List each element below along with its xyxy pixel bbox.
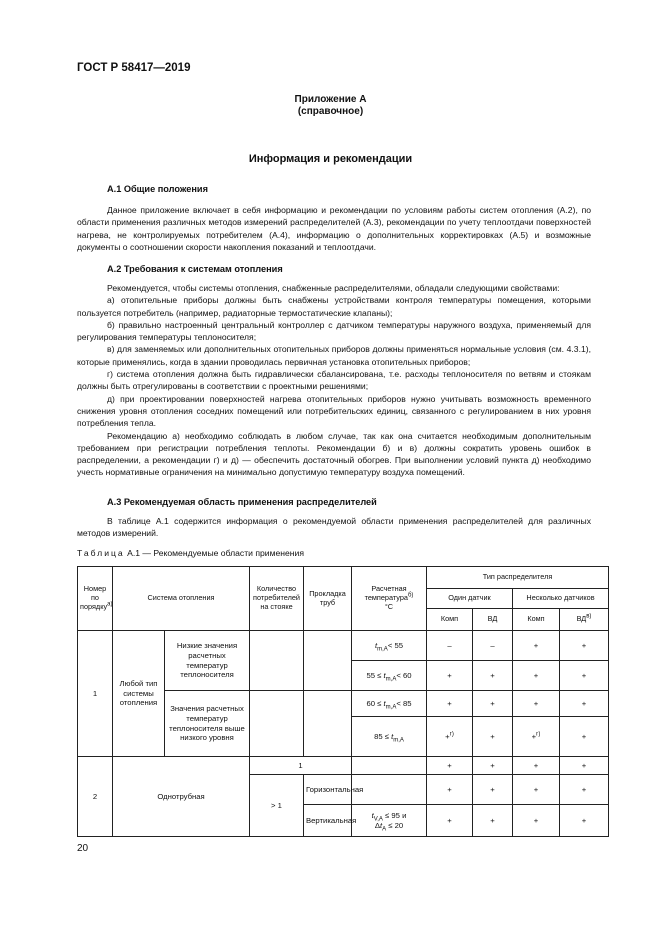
document-title: Информация и рекомендации [248,153,413,165]
value-cell: + [560,661,609,691]
header-komp: Комп [427,609,473,631]
section-a1-text [77,204,591,253]
list-item: д) при проектировании поверхностей нагрева отопительных приборов нужно учитывать возможность временного снижения уровня отопления соседних помещений или потребительских единиц, связанного с регулированием в них уровня потребления тепла. [77,393,591,429]
temperature-cell: $85 \le t_{m,A}$ [352,717,427,757]
header-quantity: Количество потребителей на стояке [250,567,304,631]
header-temperature: Расчетная температура$^{б)}$ °С [352,567,427,631]
header-system: Система отопления [113,567,250,631]
value-cell: + [427,757,473,775]
paragraph: В таблице А.1 содержится информация о рекомендуемой области применения распределителей для различных методов измерений. [77,516,591,539]
header-several-sensors: Несколько датчиков [513,589,609,609]
caption-text: А.1 — Рекомендуемые области применения [127,548,304,558]
value-cell: + [473,757,513,775]
value-cell: + [560,691,609,717]
quantity-cell: > 1 [250,775,304,837]
paragraph: Рекомендацию а) необходимо соблюдать в любом случае, так как она считается необходимым дополнительным требованием при регистрации потребления теплоты. Рекомендации б) и в) должны сократить уровень ошибок в распределении, а рекомендации г) и д) — обеспечить достаточный обогрев. При выполнении условий пункта д) необходимо учесть нормативные ограничения на минимально допустимую температуру воздуха помещений. [77,430,591,478]
temperature-cell: $t_{V,A} \le 95$ и $\Delta t_A \le 20$ [352,805,427,837]
pipes-cell: Вертикальная [304,805,352,837]
pipes-cell: Горизонтальная [304,775,352,805]
list-item: г) система отопления должна быть гидравлически сбалансирована, т.е. расходы теплоносителя по ветвям и стоякам должны быть отрегулированы в соответствии с проектными решениями; [77,369,591,392]
value-cell: + [427,661,473,691]
list-item: б) правильно настроенный центральный контроллер с датчиком температуры наружного воздуха, применяемый для регулирования температуры теплоносителя; [77,319,591,343]
value-cell: + [513,691,560,717]
appendix-title: Приложение А [294,94,367,105]
subsystem-cell: Низкие значения расчетных температур теплоносителя [165,631,250,691]
appendix-note: (справочное) [297,106,364,117]
row-number: 2 [78,757,113,837]
list-item: в) для заменяемых или дополнительных отопительных приборов должны применяться нормальные условия (см. 4.3.1), которые применялись, когда в здании проводилась первичная установка отопительных приборов; [77,344,591,367]
quantity-cell [250,691,304,757]
row-number: 1 [78,631,113,757]
header-one-sensor: Один датчик [427,589,513,609]
value-cell: + [560,775,609,805]
value-cell: + [473,717,513,757]
value-cell: + [513,631,560,661]
value-cell: + [513,757,560,775]
header-komp: Комп [513,609,560,631]
value-cell: +$^{г)}$ [427,717,473,757]
value-cell: + [560,757,609,775]
section-a1-title: А.1 Общие положения [107,184,208,194]
value-cell: + [513,805,560,837]
pipes-cell [304,631,352,691]
value-cell: + [473,661,513,691]
value-cell: + [473,691,513,717]
temperature-cell [352,757,427,775]
value-cell: + [473,805,513,837]
value-cell: +$^{г)}$ [513,717,560,757]
section-a2-title: А.2 Требования к системам отопления [107,264,283,274]
quantity-cell [250,631,304,691]
caption-prefix: Таблица [77,548,125,558]
section-a3-title: А.3 Рекомендуемая область применения распределителей [107,497,377,507]
value-cell: + [560,631,609,661]
value-cell: + [427,805,473,837]
header-type: Тип распределителя [427,567,609,589]
value-cell: + [427,775,473,805]
temperature-cell: $60 \le t_{m,A}< 85$ [352,691,427,717]
temperature-cell: $55 \le t_{m,A}< 60$ [352,661,427,691]
standard-header: ГОСТ Р 58417—2019 [77,62,191,74]
value-cell: + [473,775,513,805]
value-cell: – [427,631,473,661]
system-cell: Однотрубная [113,757,250,837]
page-number: 20 [77,843,89,854]
temperature-cell: $t_{m,A}< 55$ [352,631,427,661]
section-a2-text [77,282,591,479]
value-cell: + [560,805,609,837]
value-cell: + [513,661,560,691]
paragraph: Рекомендуется, чтобы системы отопления, снабженные распределителями, обладали следующими свойствами: [107,283,560,293]
system-cell: Любой тип системы отопления [113,631,165,757]
section-a3-text [77,515,591,540]
quantity-cell: 1 [250,757,352,775]
header-number: Номер по порядку$^{а)}$ [78,567,113,631]
list-item: а) отопительные приборы должны быть снабжены устройствами контроля температуры помещения, которыми пользуется потребитель (например, радиаторные термостатические клапаны); [77,295,591,318]
subsystem-cell: Значения расчетных температур теплоносителя выше низкого уровня [165,691,250,757]
pipes-cell [304,691,352,757]
value-cell: + [513,775,560,805]
paragraph: Данное приложение включает в себя информацию и рекомендации по условиям работы систем отопления (А.2), по области применения различных методов измерений распределителей (А.3), рекомендации по учету теплоотдачи поверхностей нагрева, не контролируемых потребителем (А.4), информацию о дополнительных корректировках (А.5) и возможные документы о соотношении скорости накопления показаний и теплоотдачи. [77,205,591,252]
header-pipes: Прокладка труб [304,567,352,631]
value-cell: + [560,717,609,757]
table-caption [77,548,304,558]
header-vd: $ВД^{в)}$ [560,609,609,631]
header-vd: ВД [473,609,513,631]
value-cell: – [473,631,513,661]
application-table [77,566,609,837]
value-cell: + [427,691,473,717]
